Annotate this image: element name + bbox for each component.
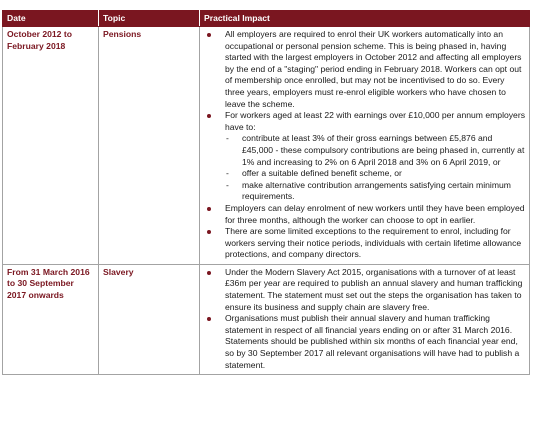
row-impact bbox=[200, 27, 530, 265]
row-topic: Slavery bbox=[99, 264, 200, 374]
dash-bullet-icon: - bbox=[226, 133, 229, 144]
impact-bullet-list bbox=[204, 29, 525, 261]
filled-circle-bullet-icon bbox=[207, 317, 211, 321]
table-row-slavery bbox=[3, 264, 530, 374]
sub-bullet-text: offer a suitable defined benefit scheme, or bbox=[242, 168, 402, 179]
sub-bullet-text: contribute at least 3% of their gross earnings between £5,876 and £45,000 - these compulsory contributions are being phased in, currently at 1% and increasing to 2% on 6 April 2018 and 3% on 6 April 2019, or bbox=[242, 133, 525, 167]
list-item bbox=[204, 110, 525, 203]
filled-circle-bullet-icon bbox=[207, 271, 211, 275]
filled-circle-bullet-icon bbox=[207, 33, 211, 37]
row-impact bbox=[200, 264, 530, 374]
bullet-text: There are some limited exceptions to the requirement to enrol, including for workers serving their notice periods, individuals with certain lifetime allowance protections, and company directors. bbox=[225, 226, 522, 260]
dash-bullet-icon: - bbox=[226, 179, 229, 190]
sub-bullet-list bbox=[225, 133, 525, 203]
header-practical-impact: Practical Impact bbox=[200, 11, 530, 27]
impact-bullet-list bbox=[204, 267, 525, 371]
filled-circle-bullet-icon bbox=[207, 230, 211, 234]
legislation-table bbox=[2, 10, 530, 375]
header-date: Date bbox=[3, 11, 99, 27]
bullet-text: Employers can delay enrolment of new workers until they have been employed for three months, although the worker can choose to opt in earlier. bbox=[225, 202, 525, 225]
row-topic: Pensions bbox=[99, 27, 200, 265]
table-row-pensions bbox=[3, 27, 530, 265]
list-item bbox=[204, 29, 525, 110]
list-item bbox=[225, 180, 525, 203]
list-item bbox=[204, 226, 525, 261]
header-topic: Topic bbox=[99, 11, 200, 27]
list-item bbox=[204, 203, 525, 226]
dash-bullet-icon: - bbox=[226, 168, 229, 179]
list-item bbox=[225, 133, 525, 168]
bullet-text: For workers aged at least 22 with earnings over £10,000 per annum employers have to: bbox=[225, 110, 525, 132]
row-date: From 31 March 2016 to 30 September 2017 onwards bbox=[3, 264, 99, 374]
filled-circle-bullet-icon bbox=[207, 207, 211, 211]
document bbox=[2, 10, 529, 375]
bullet-text: Organisations must publish their annual slavery and human trafficking statement in respect of all financial years ending on or after 31 March 2016. Statements should be published within six months of each financial year end, so by 30 September 2017 all relevant organisations will have had to publish a statement. bbox=[225, 313, 520, 370]
bullet-text: All employers are required to enrol their UK workers automatically into an occupational or personal pension scheme. This is being phased in, having started with the largest employers in October 2012 and affecting all employers by the end of a "staging" period ending in February 2018. Workers can opt out of membership once enrolled, but may not be incentivised to do so. Every three years, employers must re-enrol eligible workers who have chosen to leave the scheme. bbox=[225, 29, 522, 109]
table-header-row bbox=[3, 11, 530, 27]
bullet-text: Under the Modern Slavery Act 2015, organisations with a turnover of at least £36m per year are required to publish an annual slavery and human trafficking statement. The statement must set out the steps the organisation has taken to ensure its business and supply chain are slavery free. bbox=[225, 266, 523, 312]
row-date: October 2012 to February 2018 bbox=[3, 27, 99, 265]
list-item bbox=[204, 313, 525, 371]
list-item bbox=[225, 168, 525, 180]
sub-bullet-text: make alternative contribution arrangements satisfying certain minimum requirements. bbox=[242, 179, 511, 202]
filled-circle-bullet-icon bbox=[207, 114, 211, 118]
list-item bbox=[204, 267, 525, 313]
